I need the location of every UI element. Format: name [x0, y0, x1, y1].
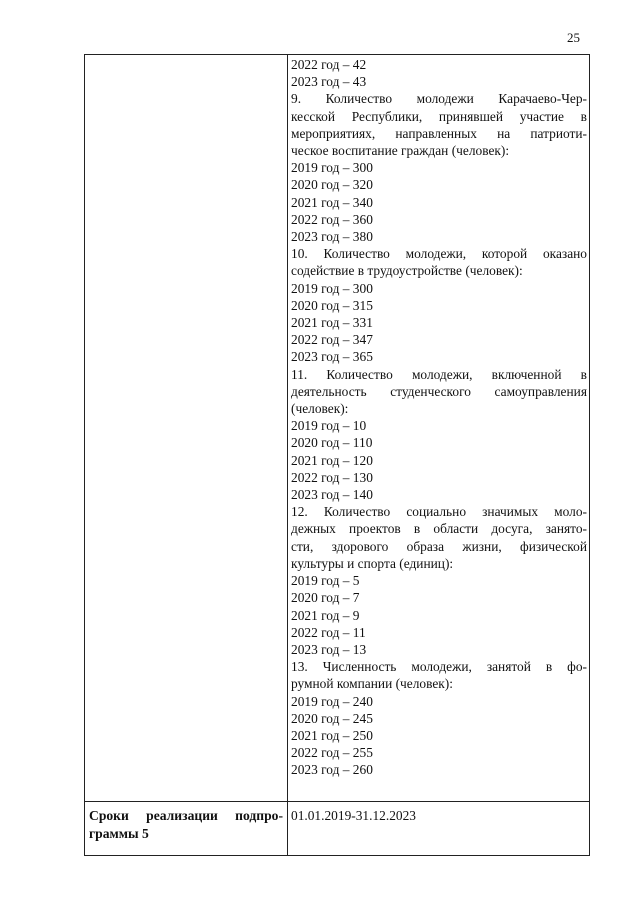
column-divider: [287, 55, 288, 855]
indicator-year-value: 2021 год – 340: [291, 194, 373, 210]
indicator-text-line: ческое воспитание граждан (человек):: [291, 143, 510, 159]
indicator-year-value: 2020 год – 110: [291, 435, 373, 451]
label-line-2: граммы 5: [89, 825, 149, 841]
indicator-year-value: 2023 год – 365: [291, 349, 373, 365]
indicator-year-value: 2021 год – 331: [291, 315, 373, 331]
indicator-year-value: 2022 год – 360: [291, 211, 373, 227]
indicator-year-value: 2021 год – 9: [291, 607, 360, 623]
indicator-year-value: 2023 год – 260: [291, 762, 373, 778]
indicator-year-value: 2023 год – 43: [291, 74, 367, 90]
indicator-year-value: 2020 год – 245: [291, 710, 373, 726]
indicator-text-line: 13. Численность молодежи, занятой в фо-: [291, 659, 587, 675]
program-table: [84, 54, 590, 856]
indicator-text-line: (человек):: [291, 401, 349, 417]
indicator-text-line: дежных проектов в области досуга, занято-: [291, 521, 587, 537]
indicator-year-value: 2022 год – 347: [291, 332, 373, 348]
indicator-text-line: культуры и спорта (единиц):: [291, 555, 454, 571]
page-number: 25: [567, 30, 580, 45]
indicator-year-value: 2023 год – 380: [291, 229, 373, 245]
indicator-text-line: кесской Республики, принявшей участие в: [291, 108, 587, 124]
indicator-text-line: деятельность студенческого самоуправления: [291, 383, 587, 399]
indicator-year-value: 2019 год – 240: [291, 693, 373, 709]
indicator-year-value: 2019 год – 5: [291, 573, 360, 589]
indicator-text-line: 11. Количество молодежи, включенной в: [291, 366, 587, 382]
indicator-year-value: 2020 год – 320: [291, 177, 373, 193]
indicator-year-value: 2021 год – 120: [291, 452, 373, 468]
indicator-year-value: 2022 год – 11: [291, 624, 366, 640]
indicator-year-value: 2022 год – 255: [291, 745, 373, 761]
indicator-text-line: 10. Количество молодежи, которой оказано: [291, 246, 587, 262]
indicator-year-value: 2023 год – 140: [291, 487, 373, 503]
indicator-text-line: содействие в трудоустройстве (человек):: [291, 263, 523, 279]
indicator-text-line: мероприятиях, направленных на патриоти-: [291, 125, 587, 141]
indicator-year-value: 2019 год – 300: [291, 280, 373, 296]
indicators-cell: [291, 56, 587, 779]
indicator-year-value: 2022 год – 130: [291, 469, 373, 485]
indicator-text-line: 9. Количество молодежи Карачаево-Чер-: [291, 91, 587, 107]
label-line-1: Сроки реализации подпро-: [89, 808, 283, 823]
indicator-year-value: 2020 год – 7: [291, 590, 360, 606]
indicator-year-value: 2020 год – 315: [291, 297, 373, 313]
indicator-year-value: 2019 год – 10: [291, 418, 367, 434]
indicator-year-value: 2022 год – 42: [291, 57, 367, 72]
implementation-period-value: 01.01.2019-31.12.2023: [291, 808, 416, 823]
indicator-text-line: 12. Количество социально значимых моло-: [291, 504, 587, 520]
implementation-period-label: [89, 807, 283, 842]
indicator-year-value: 2019 год – 300: [291, 160, 373, 176]
indicator-text-line: румной компании (человек):: [291, 676, 453, 692]
indicator-text-line: сти, здорового образа жизни, физической: [291, 538, 587, 554]
indicator-year-value: 2021 год – 250: [291, 727, 373, 743]
indicator-year-value: 2023 год – 13: [291, 641, 367, 657]
row-divider: [85, 801, 589, 802]
